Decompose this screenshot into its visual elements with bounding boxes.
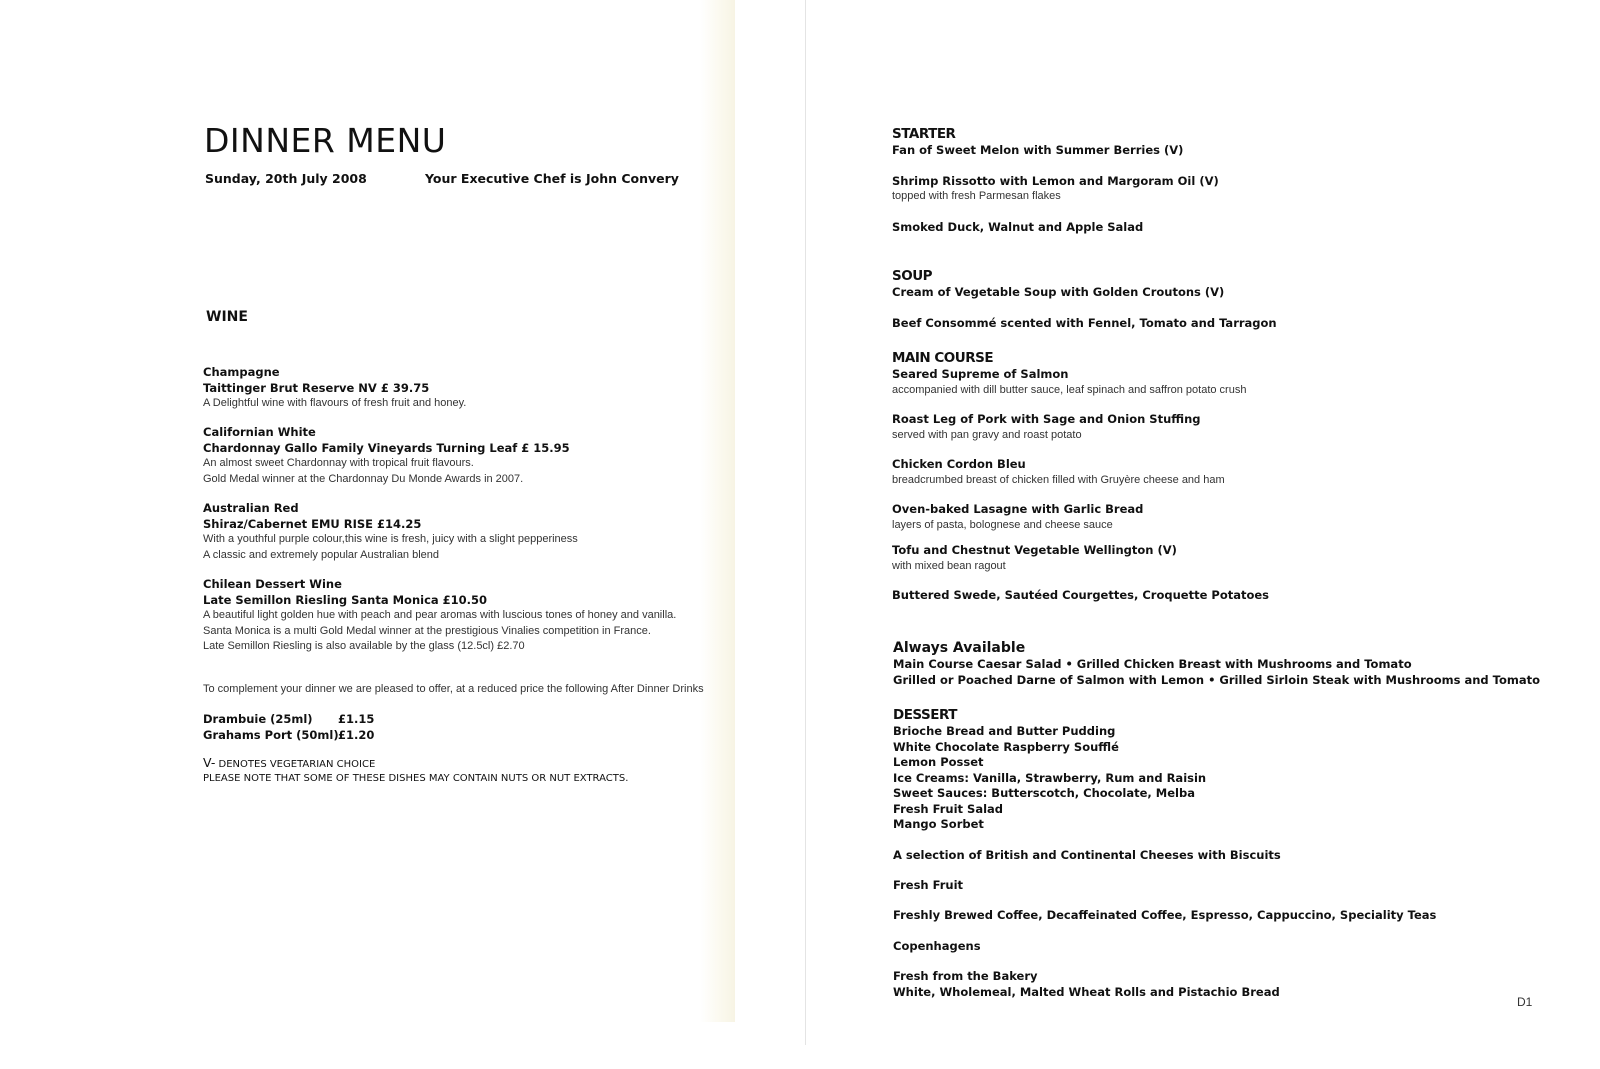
always-line: Grilled or Poached Darne of Salmon with Lemon • Grilled Sirloin Steak with Mushrooms and Tomato <box>893 672 1541 687</box>
dessert-item: Fresh Fruit Salad <box>893 801 1004 816</box>
page-gutter <box>735 0 805 1069</box>
dessert-item: White Chocolate Raspberry Soufflé <box>893 739 1119 754</box>
dish-desc: topped with fresh Parmesan flakes <box>892 190 1061 202</box>
bakery-title: Fresh from the Bakery <box>893 969 1038 983</box>
drink-name: Grahams Port (50ml) <box>203 727 339 742</box>
wine-category: Chilean Dessert Wine <box>203 577 342 591</box>
after-dinner-drinks <box>203 712 374 743</box>
section-heading: MAIN COURSE <box>892 350 994 366</box>
section-heading: STARTER <box>892 126 956 142</box>
wine-chilean-dessert <box>203 577 676 655</box>
dish-desc: with mixed bean ragout <box>892 559 1006 572</box>
wine-desc: Late Semillon Riesling is also available by the glass (12.5cl) £2.70 <box>203 640 525 652</box>
drink-name: Drambuie (25ml) <box>203 712 313 726</box>
bakery-section <box>893 969 1280 1000</box>
vegetarian-note <box>203 755 375 773</box>
copenhagens-item: Copenhagens <box>893 939 981 953</box>
dessert-item: Brioche Bread and Butter Pudding <box>893 724 1116 738</box>
dish-desc: accompanied with dill butter sauce, leaf spinach and saffron potato crush <box>892 383 1247 396</box>
bakery-desc: White, Wholemeal, Malted Wheat Rolls and Pistachio Bread <box>893 984 1280 999</box>
right-page <box>805 0 1600 1045</box>
after-dinner-intro: To complement your dinner we are pleased to offer, at a reduced price the following After Dinner Drinks <box>203 683 704 695</box>
wine-champagne <box>203 365 466 412</box>
wine-australian-red <box>203 501 578 563</box>
dish-desc: layers of pasta, bolognese and cheese sauce <box>892 518 1113 531</box>
drink-price: £1.15 <box>338 712 375 726</box>
drink-price: £1.20 <box>338 727 375 742</box>
section-starter <box>892 126 1219 235</box>
dish-name: Cream of Vegetable Soup with Golden Croutons (V) <box>892 285 1225 299</box>
wine-desc: Santa Monica is a multi Gold Medal winner at the prestigious Vinalies competition in France. <box>203 624 651 637</box>
section-heading: SOUP <box>892 268 933 284</box>
nuts-note: PLEASE NOTE THAT SOME OF THESE DISHES MAY CONTAIN NUTS OR NUT EXTRACTS. <box>203 773 629 784</box>
wine-name: Taittinger Brut Reserve NV £ 39.75 <box>203 380 430 395</box>
wine-desc: With a youthful purple colour,this wine is fresh, juicy with a slight pepperiness <box>203 533 578 545</box>
left-page <box>0 0 735 1022</box>
menu-date: Sunday, 20th July 2008 <box>205 171 367 186</box>
dish-name: Smoked Duck, Walnut and Apple Salad <box>892 219 1144 234</box>
page-title: DINNER MENU <box>204 121 447 160</box>
dish-name: Seared Supreme of Salmon <box>892 367 1069 381</box>
dish-name: Beef Consommé scented with Fennel, Tomato and Tarragon <box>892 315 1277 330</box>
wine-name: Chardonnay Gallo Family Vineyards Turning Leaf £ 15.95 <box>203 440 570 455</box>
cheese-item: A selection of British and Continental Cheeses with Biscuits <box>893 848 1281 862</box>
wine-category: Australian Red <box>203 501 299 515</box>
coffee-item: Freshly Brewed Coffee, Decaffeinated Coffee, Espresso, Cappuccino, Speciality Teas <box>893 908 1437 922</box>
dish-name: Shrimp Rissotto with Lemon and Margoram Oil (V) <box>892 173 1219 188</box>
wine-heading: WINE <box>206 309 248 325</box>
section-heading: Always Available <box>893 640 1026 656</box>
dish-desc: breadcrumbed breast of chicken filled with Gruyère cheese and ham <box>892 473 1225 486</box>
wine-californian-white <box>203 425 570 487</box>
wine-desc: An almost sweet Chardonnay with tropical fruit flavours. <box>203 457 474 469</box>
dish-desc: served with pan gravy and roast potato <box>892 428 1082 441</box>
section-always-available <box>893 640 1540 688</box>
fruit-item: Fresh Fruit <box>893 878 964 892</box>
section-dessert <box>893 707 1206 833</box>
drink-row <box>203 728 374 744</box>
dish-name: Tofu and Chestnut Vegetable Wellington (V) <box>892 543 1177 557</box>
wine-desc: A Delightful wine with flavours of fresh fruit and honey. <box>203 397 467 409</box>
wine-category: Champagne <box>203 365 280 379</box>
always-line: Main Course Caesar Salad • Grilled Chicken Breast with Mushrooms and Tomato <box>893 657 1412 671</box>
drink-row <box>203 712 374 728</box>
page-code: D1 <box>1517 995 1533 1009</box>
dish-name: Oven-baked Lasagne with Garlic Bread <box>892 502 1144 516</box>
veg-note-text: DENOTES VEGETARIAN CHOICE <box>215 759 376 770</box>
section-heading: DESSERT <box>893 707 957 723</box>
wine-category: Californian White <box>203 425 316 439</box>
wine-name: Late Semillon Riesling Santa Monica £10.50 <box>203 592 488 607</box>
section-soup <box>892 268 1277 331</box>
wine-desc: A classic and extremely popular Australian blend <box>203 548 440 561</box>
wine-desc: A beautiful light golden hue with peach and pear aromas with luscious tones of honey and vanilla. <box>203 609 677 621</box>
wine-desc: Gold Medal winner at the Chardonnay Du Monde Awards in 2007. <box>203 472 524 485</box>
dessert-item: Sweet Sauces: Butterscotch, Chocolate, Melba <box>893 786 1195 800</box>
dish-name: Chicken Cordon Bleu <box>892 457 1026 471</box>
dessert-item: Mango Sorbet <box>893 817 984 831</box>
veg-prefix: V- <box>203 755 216 770</box>
chef-name: Your Executive Chef is John Convery <box>425 171 679 186</box>
dish-name: Buttered Swede, Sautéed Courgettes, Croquette Potatoes <box>892 588 1270 602</box>
section-main-course <box>892 350 1269 604</box>
dish-name: Fan of Sweet Melon with Summer Berries (V) <box>892 143 1184 157</box>
wine-name: Shiraz/Cabernet EMU RISE £14.25 <box>203 516 422 531</box>
dessert-item: Ice Creams: Vanilla, Strawberry, Rum and Raisin <box>893 770 1207 785</box>
dish-name: Roast Leg of Pork with Sage and Onion Stuffing <box>892 412 1201 426</box>
dessert-item: Lemon Posset <box>893 755 984 769</box>
